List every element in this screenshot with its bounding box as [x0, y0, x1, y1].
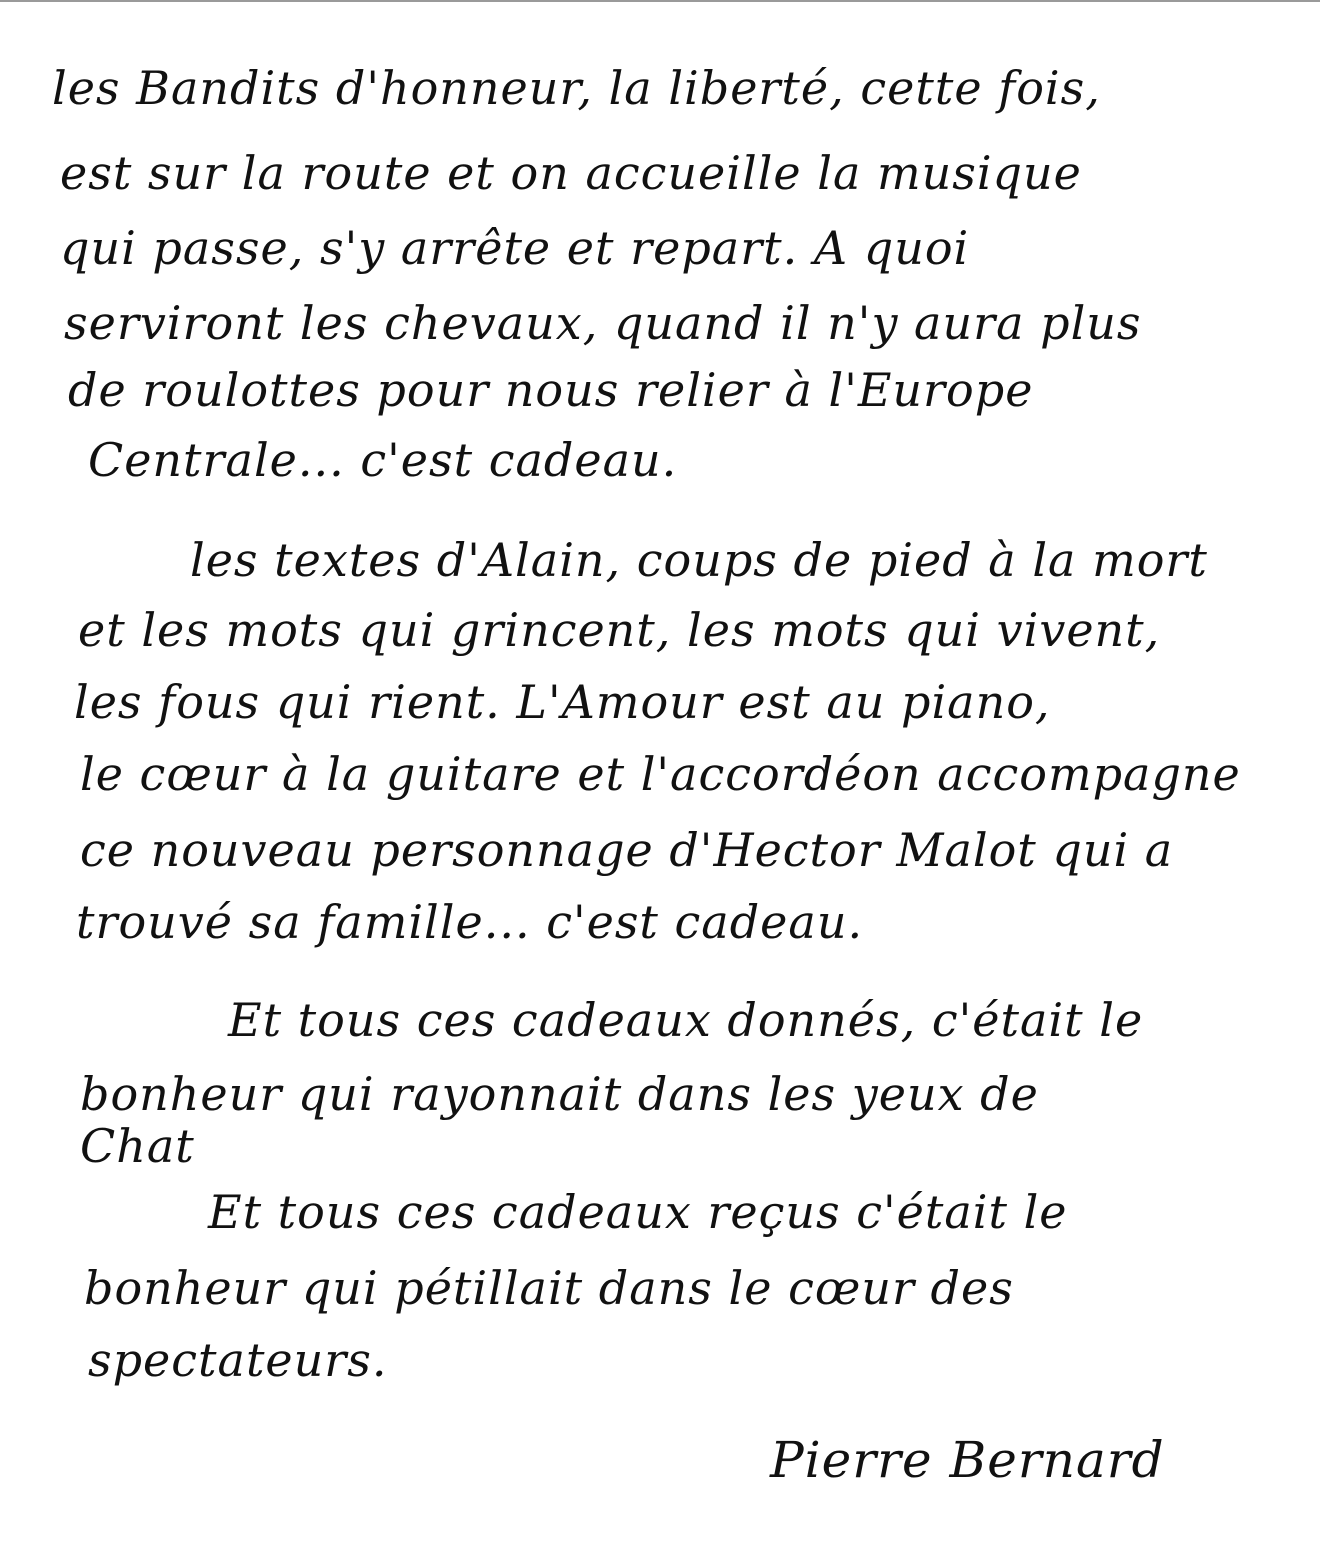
- letter-line: de roulottes pour nous relier à l'Europe: [68, 363, 1034, 417]
- letter-line: les Bandits d'honneur, la liberté, cette fois,: [52, 61, 1101, 115]
- letter-line: et les mots qui grincent, les mots qui vivent,: [78, 603, 1161, 657]
- letter-line: bonheur qui rayonnait dans les yeux de: [80, 1067, 1039, 1121]
- letter-line: les textes d'Alain, coups de pied à la mort: [190, 533, 1208, 587]
- letter-line: serviront les chevaux, quand il n'y aura plus: [64, 296, 1142, 350]
- letter-line: bonheur qui pétillait dans le cœur des: [84, 1261, 1014, 1315]
- letter-line: Chat: [80, 1119, 195, 1173]
- letter-line: qui passe, s'y arrête et repart. A quoi: [60, 221, 970, 275]
- letter-line: le cœur à la guitare et l'accordéon accompagne: [80, 747, 1241, 801]
- signature: Pierre Bernard: [770, 1431, 1165, 1489]
- letter-line: les fous qui rient. L'Amour est au piano,: [74, 675, 1051, 729]
- letter-line: Et tous ces cadeaux reçus c'était le: [208, 1185, 1068, 1239]
- page-top-edge: [0, 0, 1320, 2]
- letter-line: Centrale... c'est cadeau.: [88, 433, 678, 487]
- letter-line: trouvé sa famille... c'est cadeau.: [76, 895, 864, 949]
- letter-line: ce nouveau personnage d'Hector Malot qui a: [80, 823, 1174, 877]
- letter-line: spectateurs.: [88, 1333, 388, 1387]
- letter-line: est sur la route et on accueille la musique: [60, 146, 1082, 200]
- letter-line: Et tous ces cadeaux donnés, c'était le: [228, 993, 1144, 1047]
